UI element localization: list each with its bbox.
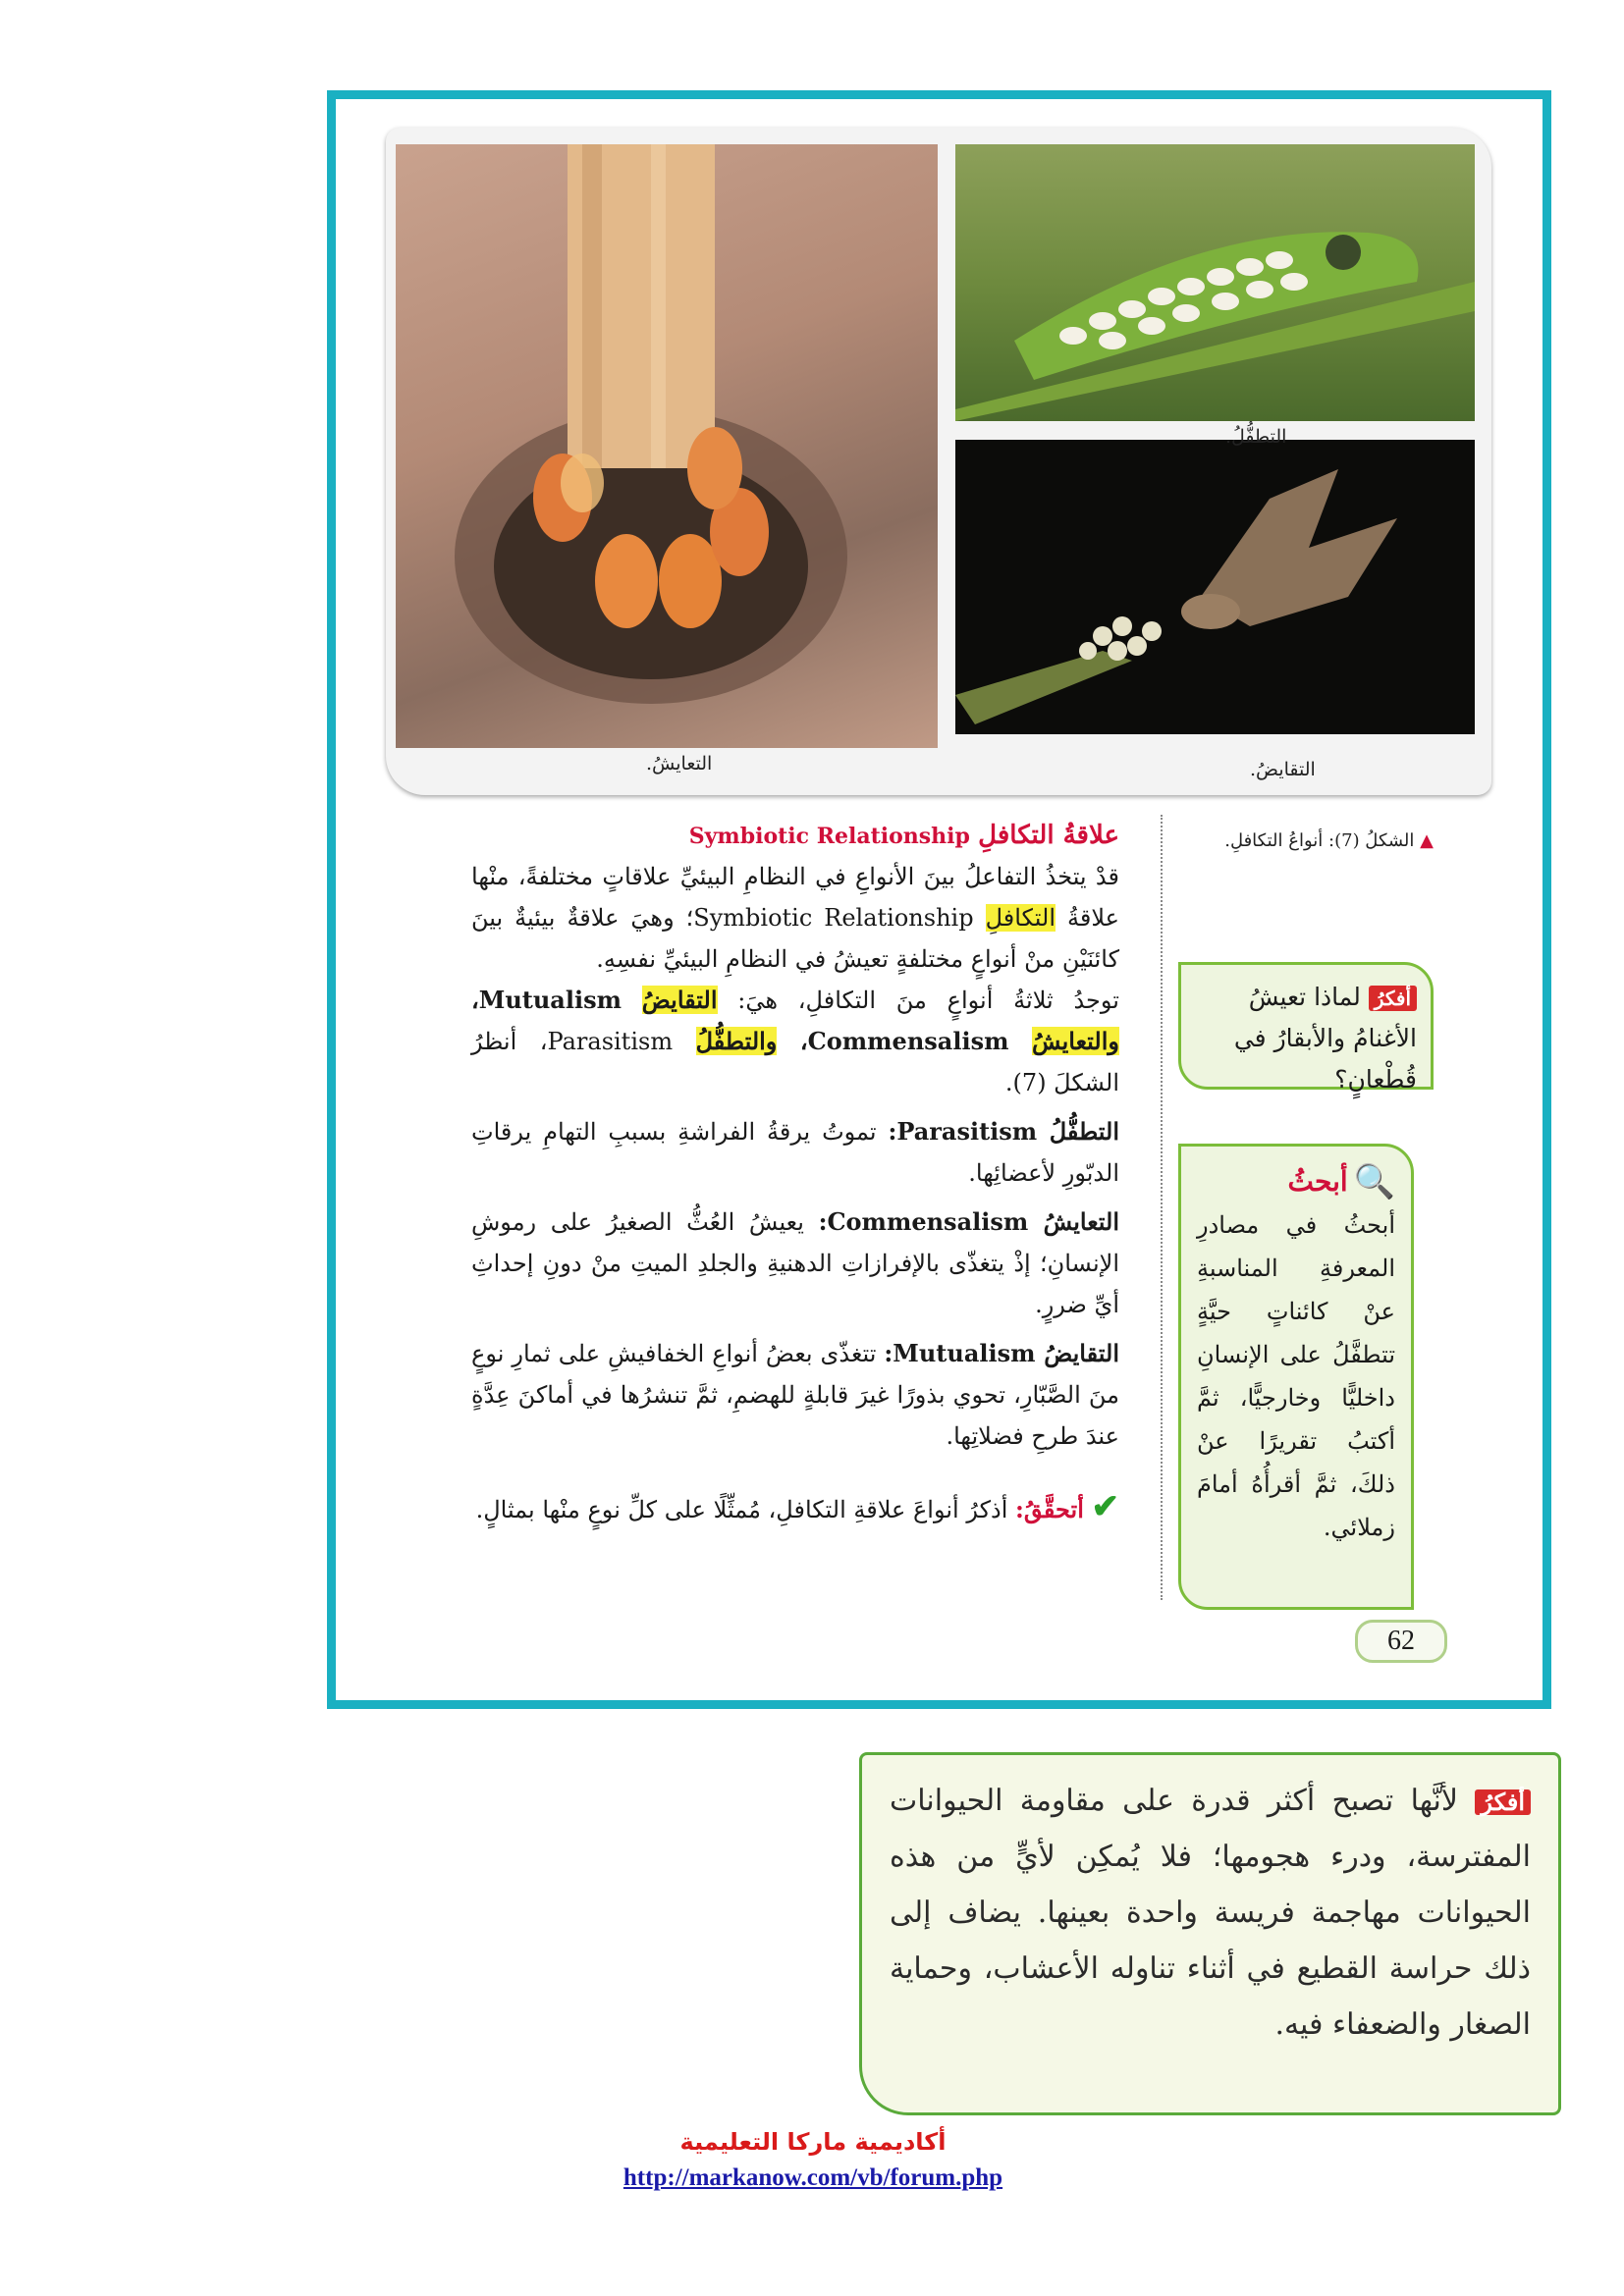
caption-parasitism: التطفُّلُ. [1225,426,1287,448]
footer-name [550,2128,1076,2156]
answer-box [859,1752,1561,2115]
magnifier-icon: 🔍 [1353,1162,1395,1201]
paragraph-parasitism [471,1111,1119,1194]
checkmark-icon: ✔ [1091,1487,1119,1526]
paragraph-mutualism [471,1333,1119,1457]
paragraph-commensalism [471,1201,1119,1325]
answer-tag: أفكرُ [1475,1789,1531,1815]
page-number-text: 62 [1387,1626,1415,1656]
footer-link[interactable] [550,2164,1076,2192]
research-text: أبحثُ في مصادرِ المعرفةِ المناسبةِ عنْ كائناتٍ حيَّةٍ تتطفَّلُ على الإنسانِ داخليًّا وخارجيًّا، ثمَّ أكتبُ تقريرًا عنْ ذلكَ، ثمَّ أقرأُهُ أمامَ زملائي. [1197,1211,1395,1541]
triangle-icon: ▲ [1420,830,1434,851]
commensalism-text: يعيشُ العُثُّ الصغيرُ على رموشِ الإنسانِ؛ إذْ يتغذّى بالإفرازاتِ الدهنيةِ والجلدِ الميتِ منْ دونِ إحداثِ أيِّ ضررٍ. [471,1208,1119,1318]
intro-text-1: قدْ يتخذُ التفاعلُ بينَ الأنواعِ في النظامِ البيئيِّ علاقاتٍ مختلفةً، منْها علاقةُ [471,863,1119,932]
highlight-symbiosis: التكافلِ [985,904,1056,932]
think-box [1178,962,1434,1094]
check-text: أذكرُ أنواعَ علاقةِ التكافلِ، مُمثِّلًا على كلِّ نوعٍ منْها بمثالٍ. [475,1496,1008,1523]
commensalism-photo [396,144,938,748]
research-header [1197,1160,1395,1203]
highlight-mutualism: التقايضُ [641,986,718,1014]
caption-commensalism: التعايشُ. [646,753,713,774]
parasitism-photo [955,144,1475,421]
highlight-parasitism: والتطفُّلُ [695,1027,778,1055]
footer-url[interactable]: http://markanow.com/vb/forum.php [623,2164,1003,2191]
answer-text: لأنَّها تصبح أكثر قدرة على مقاومة الحيوانات المفترسة، ودرء هجومها؛ فلا يُمكِن لأيٍّ من هذه الحيوانات مهاجمة فريسة واحدة بعينها. يضاف إلى ذلك حراسة القطيع في أثناء تناوله الأعشاب، وحماية الصغار والضعفاء فيه. [890,1784,1531,2042]
types-text-2: Parasitism، أنظرُ الشكلَ (7). [471,1028,1119,1096]
section-title [471,821,1119,850]
research-title: أبحثُ [1287,1165,1348,1198]
think-question: لماذا تعيشُ الأغنامُ والأبقارُ في قُطْعانٍ؟ [1233,983,1417,1094]
research-box [1178,1144,1414,1610]
check-label: أتحقَّقُ: [1015,1495,1084,1523]
check-question [471,1486,1119,1530]
page-number [1355,1620,1447,1663]
footer-name-text: أكاديمية ماركا التعليمية [679,2128,947,2156]
mutualism-photo [955,440,1475,734]
figure-label-text: الشكلُ (7): أنواعُ التكافلِ. [1224,830,1415,851]
types-commensalism-en: Commensalism، [799,1027,1009,1055]
parasitism-term: التطفُّلُ Parasitism: [888,1117,1119,1146]
mutualism-term: التقايضُ Mutualism: [884,1339,1119,1367]
paragraph-intro [471,856,1119,980]
highlight-commensalism: والتعايشُ [1031,1027,1119,1055]
column-divider [1161,815,1163,1600]
section-title-en: Symbiotic Relationship [688,824,970,849]
figure-panel [386,128,1491,795]
types-text-1: توجدُ ثلاثةُ أنواعٍ منَ التكافلِ، هيَ: [737,987,1119,1014]
parasitism-text: تموتُ يرقةُ الفراشةِ بسببِ التهامِ يرقاتِ الدبّورِ لأعضائِها. [471,1118,1119,1187]
think-tag: أفكرُ [1369,986,1417,1011]
commensalism-term: التعايشُ Commensalism: [818,1207,1119,1236]
section-title-ar: علاقةُ التكافلِ [978,821,1119,850]
types-mutualism-en: Mutualism، [471,986,622,1014]
main-text-column [471,821,1119,1530]
figure-label [1188,830,1434,851]
paragraph-types [471,980,1119,1103]
caption-mutualism: التقايضُ. [1250,759,1316,780]
mutualism-text: تتغذّى بعضُ أنواعِ الخفافيشِ على ثمارِ نوعٍ منَ الصَّبّارِ، تحوي بذورًا غيرَ قابلةٍ للهضمِ، ثمَّ تنشرُها في أماكنَ عِدَّةٍ عندَ طرحِ فضلاتِها. [471,1340,1119,1450]
intro-text-2: Symbiotic Relationship؛ وهيَ علاقةٌ بيئيةٌ بينَ كائنَيْنِ منْ أنواعٍ مختلفةٍ تعيشُ في النظامِ البيئيِّ نفسِهِ. [471,904,1119,973]
